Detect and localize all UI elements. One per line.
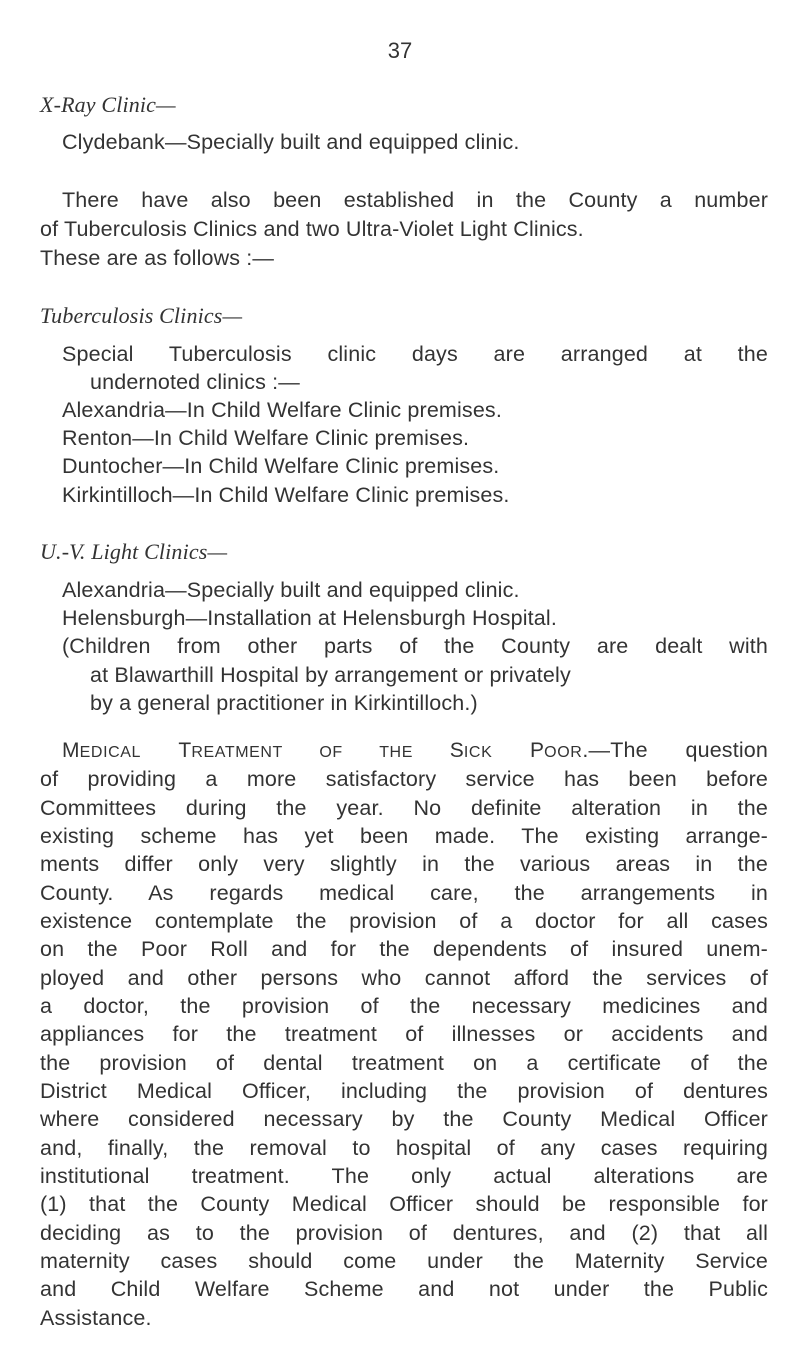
medical-line-6: County. As regards medical care, the arrangements in [40,881,768,905]
uv-heading: U.-V. Light Clinics— [40,539,228,564]
medical-line-20: and Child Welfare Scheme and not under the Public [40,1277,768,1301]
uv-note-line-3: by a general practitioner in Kirkintilloch.) [90,691,478,715]
tb-clinic-kirkintilloch: Kirkintilloch—In Child Welfare Clinic premises. [62,483,510,507]
intro-line-2: of Tuberculosis Clinics and two Ultra-Violet Light Clinics. [40,217,584,241]
medical-line-17: (1) that the County Medical Officer should be responsible for [40,1192,768,1216]
medical-line-3: Committees during the year. No definite alteration in the [40,796,768,820]
medical-line-12: the provision of dental treatment on a certificate of the [40,1051,768,1075]
medical-line-15: and, finally, the removal to hospital of any cases requiring [40,1136,768,1160]
xray-item-clydebank: Clydebank—Specially built and equipped clinic. [62,130,520,154]
page-number: 37 [387,38,413,63]
medical-line-7: existence contemplate the provision of a doctor for all cases [40,909,768,933]
uv-note-line-1: (Children from other parts of the County are dealt with [62,634,768,658]
medical-line-5: ments differ only very slightly in the various areas in the [40,852,768,876]
medical-first-line [62,736,768,767]
xray-heading: X-Ray Clinic— [40,92,176,117]
medical-line-8: on the Poor Roll and for the dependents of insured unem- [40,937,768,961]
tb-line-1: Special Tuberculosis clinic days are arranged at the [62,342,768,366]
uv-clinic-helensburgh: Helensburgh—Installation at Helensburgh Hospital. [62,606,557,630]
medical-line-14: where considered necessary by the County Medical Officer [40,1107,768,1131]
medical-line-4: existing scheme has yet been made. The existing arrange- [40,824,768,848]
uv-note-line-2: at Blawarthill Hospital by arrangement or privately [90,663,571,687]
medical-line-19: maternity cases should come under the Maternity Service [40,1249,768,1273]
tb-clinic-duntocher: Duntocher—In Child Welfare Clinic premises. [62,454,500,478]
medical-line-11: appliances for the treatment of illnesses or accidents and [40,1022,768,1046]
medical-line-2: of providing a more satisfactory service has been before [40,767,768,791]
intro-line-3: These are as follows :— [40,246,275,270]
medical-first-line-text: —The question [588,738,768,762]
uv-clinic-alexandria: Alexandria—Specially built and equipped clinic. [62,578,520,602]
tb-heading: Tuberculosis Clinics— [40,303,243,328]
medical-line-21: Assistance. [40,1306,152,1330]
medical-line-13: District Medical Officer, including the provision of dentures [40,1079,768,1103]
intro-line-1: There have also been established in the County a number [62,188,768,212]
tb-clinic-renton: Renton—In Child Welfare Clinic premises. [62,426,470,450]
medical-heading: MEDICAL TREATMENT OF THE SICK POOR. [62,738,589,762]
medical-line-18: deciding as to the provision of dentures, and (2) that all [40,1221,768,1245]
medical-line-10: a doctor, the provision of the necessary medicines and [40,994,768,1018]
tb-clinic-alexandria: Alexandria—In Child Welfare Clinic premises. [62,398,502,422]
medical-line-16: institutional treatment. The only actual alterations are [40,1164,768,1188]
tb-line-2: undernoted clinics :— [90,370,300,394]
medical-line-9: ployed and other persons who cannot afford the services of [40,966,768,990]
